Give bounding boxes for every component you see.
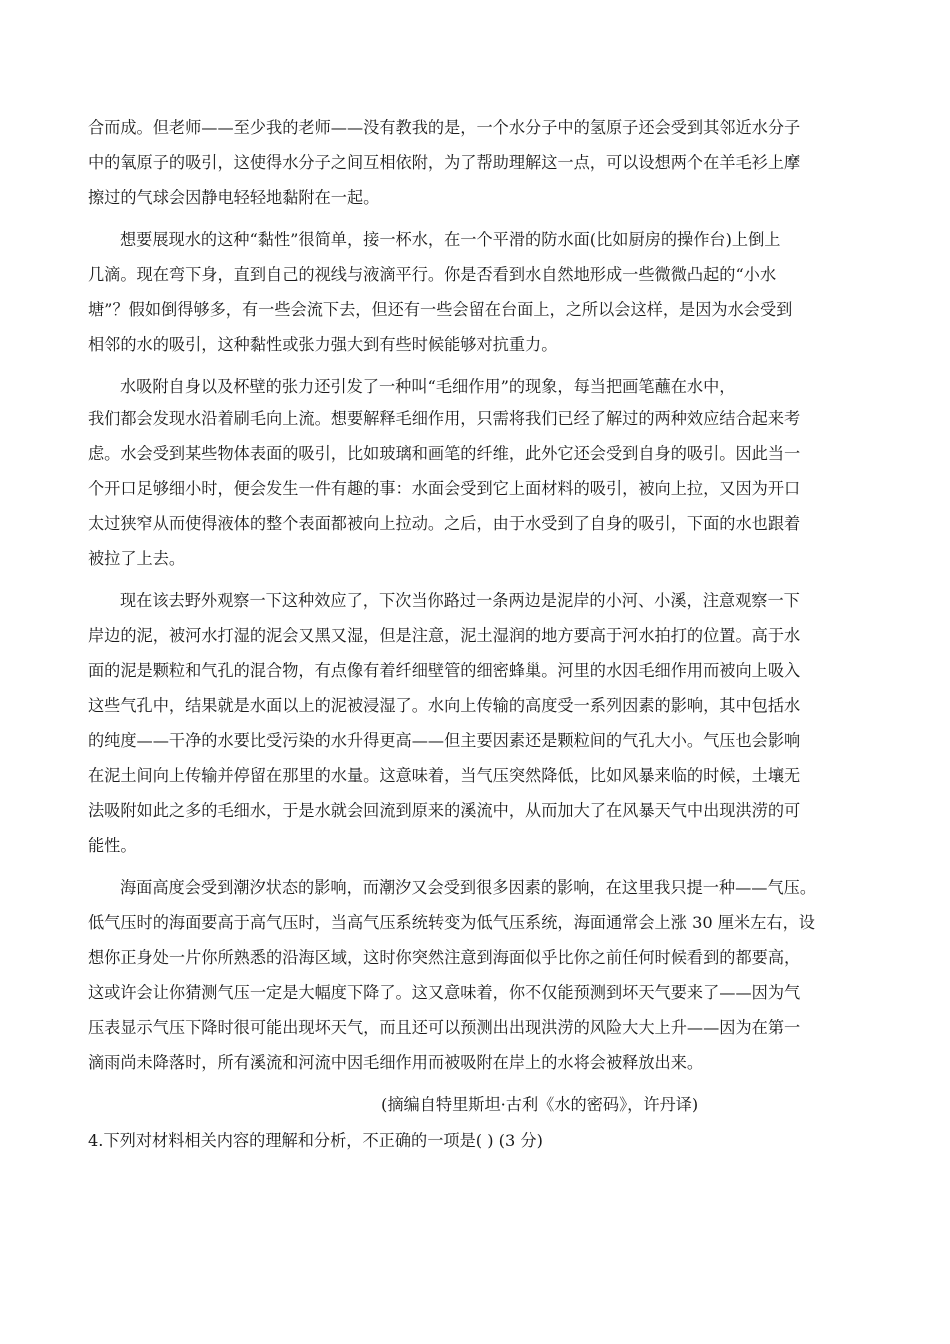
- paragraph-line: 的纯度——干净的水要比受污染的水升得更高——但主要因素还是颗粒间的气孔大小。气压也会影响: [88, 731, 801, 750]
- paragraph-line: 几滴。现在弯下身，直到自己的视线与液滴平行。你是否看到水自然地形成一些微微凸起的“小水: [88, 265, 777, 284]
- paragraph-line: 被拉了上去。: [88, 549, 186, 568]
- paragraph-line: 滴雨尚未降落时，所有溪流和河流中因毛细作用而被吸附在岸上的水将会被释放出来。: [88, 1053, 704, 1072]
- paragraph-line: 压表显示气压下降时很可能出现坏天气，而且还可以预测出出现洪涝的风险大大上升——因为在第一: [88, 1018, 801, 1037]
- paragraph-line: 在泥土间向上传输并停留在那里的水量。这意味着，当气压突然降低，比如风暴来临的时候，土壤无: [88, 766, 801, 785]
- paragraph-line: 擦过的气球会因静电轻轻地黏附在一起。: [88, 188, 380, 207]
- paragraph-line: 岸边的泥，被河水打湿的泥会又黑又湿，但是注意，泥土湿润的地方要高于河水拍打的位置。高于水: [88, 626, 801, 645]
- paragraph-line: 虑。水会受到某些物体表面的吸引，比如玻璃和画笔的纤维，此外它还会受到自身的吸引。因此当一: [88, 444, 801, 463]
- paragraph-line: 水吸附自身以及杯壁的张力还引发了一种叫“毛细作用”的现象，每当把画笔蘸在水中，: [120, 377, 736, 396]
- paragraph-line: 我们都会发现水沿着刷毛向上流。想要解释毛细作用，只需将我们已经了解过的两种效应结合起来考: [88, 409, 801, 428]
- paragraph-line: 想要展现水的这种“黏性”很简单，接一杯水，在一个平滑的防水面(比如厨房的操作台)上倒上: [120, 230, 781, 249]
- paragraph-line: 海面高度会受到潮汐状态的影响，而潮汐又会受到很多因素的影响，在这里我只提一种——气压。: [120, 878, 817, 897]
- paragraph-line: 塘”？假如倒得够多，有一些会流下去，但还有一些会留在台面上，之所以会这样，是因为水会受到: [88, 300, 793, 319]
- paragraph-line: 低气压时的海面要高于高气压时，当高气压系统转变为低气压系统，海面通常会上涨 30 厘米左右，设: [88, 913, 815, 932]
- paragraph-line: 太过狭窄从而使得液体的整个表面都被向上拉动。之后，由于水受到了自身的吸引，下面的水也跟着: [88, 514, 801, 533]
- paragraph-line: 能性。: [88, 836, 137, 855]
- paragraph-line: 这些气孔中，结果就是水面以上的泥被浸湿了。水向上传输的高度受一系列因素的影响，其中包括水: [88, 696, 801, 715]
- paragraph-line: 个开口足够细小时，便会发生一件有趣的事：水面会受到它上面材料的吸引，被向上拉，又因为开口: [88, 479, 801, 498]
- paragraph-line: 相邻的水的吸引，这种黏性或张力强大到有些时候能够对抗重力。: [88, 335, 558, 354]
- paragraph-line: 中的氧原子的吸引，这使得水分子之间互相依附，为了帮助理解这一点，可以设想两个在羊毛衫上摩: [88, 153, 801, 172]
- paragraph-line: 法吸附如此之多的毛细水，于是水就会回流到原来的溪流中，从而加大了在风暴天气中出现洪涝的可: [88, 801, 801, 820]
- paragraph-line: 现在该去野外观察一下这种效应了，下次当你路过一条两边是泥岸的小河、小溪，注意观察一下: [120, 591, 800, 610]
- paragraph-line: 这或许会让你猜测气压一定是大幅度下降了。这又意味着，你不仅能预测到坏天气要来了——因为气: [88, 983, 801, 1002]
- paragraph-line: 想你正身处一片你所熟悉的沿海区域，这时你突然注意到海面似乎比你之前任何时候看到的都要高，: [88, 948, 801, 967]
- paragraph-line: 面的泥是颗粒和气孔的混合物，有点像有着纤细壁管的细密蜂巢。河里的水因毛细作用而被向上吸入: [88, 661, 801, 680]
- source-citation: (摘编自特里斯坦·古利《水的密码》，许丹译): [381, 1095, 699, 1114]
- question-item: 4.下列对材料相关内容的理解和分析，不正确的一项是( ) (3 分): [88, 1131, 543, 1150]
- paragraph-line: 合而成。但老师——至少我的老师——没有教我的是，一个水分子中的氢原子还会受到其邻近水分子: [88, 118, 801, 137]
